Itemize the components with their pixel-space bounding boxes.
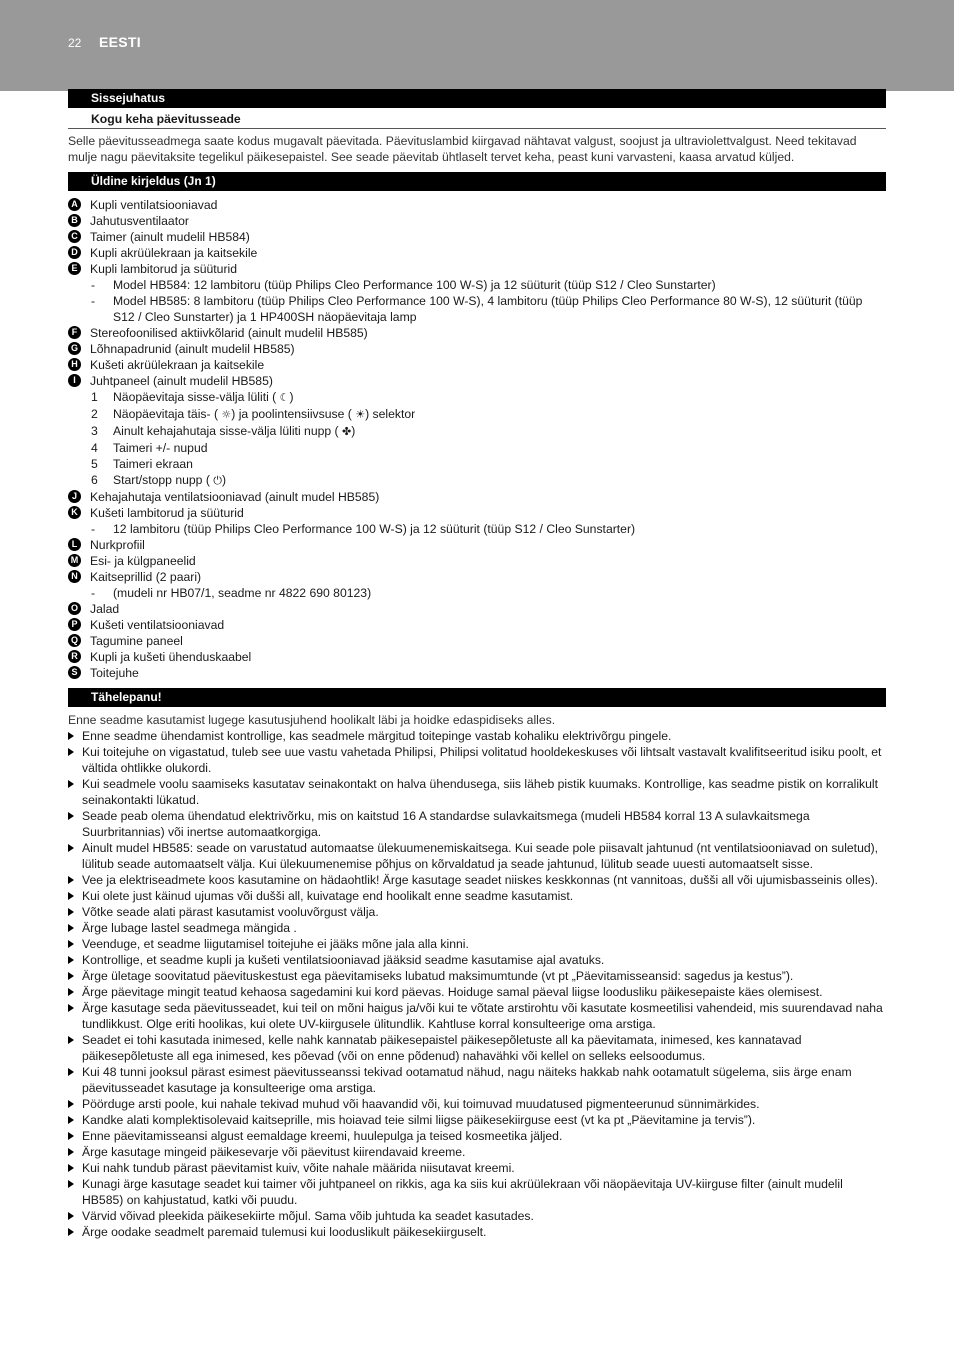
letter-badge: D [68, 246, 81, 259]
sub-list [90, 277, 886, 325]
item-text: Taimeri ekraan [113, 457, 193, 471]
control-panel-list [90, 389, 886, 489]
sub-item: - (mudeli nr HB07/1, seadme nr 4822 690 80123) [90, 585, 886, 601]
section-bar-introduction: Sissejuhatus [68, 89, 886, 108]
warning-item [68, 904, 886, 920]
sub-item: - Model HB585: 8 lambitoru (tüüp Philips Cleo Performance 100 W-S), 4 lambitoru (tüüp Philips Cleo Performance 80 W-S), 12 süüturit (tüüp S12 / Cleo Sunstarter) ja 1 HP400SH näopäevitaja lamp [90, 293, 886, 325]
control-item [90, 406, 886, 423]
letter-badge: C [68, 230, 81, 243]
warning-text: Seade peab olema ühendatud elektrivõrku, mis on kaitstud 16 A standardse sulavkaitsmega (mudeli HB584 korral 13 A sulavkaitsmega Suurbritannias) või inertse automaatkorgiga. [82, 809, 810, 839]
warning-text: Kui toitejuhe on vigastatud, tuleb see uue vastu vahetada Philipsi, Philipsi volitatud hooldekeskuses või lihtsalt vastavalt kvalifitseeritud isiku poolt, et vältida ohtlikke olukordi. [82, 745, 882, 775]
item-text-after: ) [221, 473, 227, 487]
list-item [68, 505, 886, 537]
part-label: Taimer (ainult mudelil HB584) [90, 230, 250, 244]
sub-item: - Model HB584: 12 lambitoru (tüüp Philips Cleo Performance 100 W-S) ja 12 süüturit (tüüp S12 / Cleo Sunstarter) [90, 277, 886, 293]
part-label: Jahutusventilaator [90, 214, 189, 228]
warnings-list [68, 728, 886, 1240]
warning-item [68, 1128, 886, 1144]
warning-text: Värvid võivad pleekida päikesekiirte mõjul. Sama võib juhtuda ka seadet kasutades. [82, 1209, 534, 1223]
item-text-after: ) [289, 390, 294, 404]
control-symbol-icon: ☼ [221, 408, 232, 421]
letter-badge: Q [68, 634, 81, 647]
list-item [68, 489, 886, 505]
list-item [68, 357, 886, 373]
warning-item [68, 840, 886, 872]
item-number: 3 [91, 424, 98, 438]
control-symbol-icon: ☀ [355, 408, 366, 421]
warning-item [68, 936, 886, 952]
item-text: Näopäevitaja täis- ( [113, 407, 218, 421]
bullet-arrow-icon [68, 924, 74, 932]
warning-item [68, 1208, 886, 1224]
warning-item [68, 808, 886, 840]
part-label: Lõhnapadrunid (ainult mudelil HB585) [90, 342, 295, 356]
bullet-arrow-icon [68, 1068, 74, 1076]
part-label: Kupli ja kušeti ühenduskaabel [90, 650, 252, 664]
bullet-arrow-icon [68, 732, 74, 740]
letter-badge: I [68, 374, 81, 387]
list-item [68, 261, 886, 325]
letter-badge: J [68, 490, 81, 503]
letter-badge: N [68, 570, 81, 583]
warning-text: Ärge päevitage mingit teatud kehaosa sagedamini kui kord päevas. Hoiduge samal päeval liigse loodusliku päikesepaiste käes olemisest. [82, 985, 823, 999]
warning-text: Ärge kasutage mingeid päikesevarje või päevitust kiirendavaid kreeme. [82, 1145, 466, 1159]
part-label: Kušeti ventilatsiooniavad [90, 618, 225, 632]
bullet-arrow-icon [68, 780, 74, 788]
item-number: 4 [91, 441, 98, 455]
letter-badge: P [68, 618, 81, 631]
list-item [68, 229, 886, 245]
item-number: 2 [91, 407, 98, 421]
item-number: 1 [91, 390, 98, 404]
letter-badge: F [68, 326, 81, 339]
sub-list [90, 585, 886, 601]
list-item [68, 665, 886, 681]
warning-text: Vee ja elektriseadmete koos kasutamine on hädaohtlik! Ärge kasutage seadet niiskes keskkonnas (nt vannitoas, dušši all või ujumisbasseinis olles). [82, 873, 879, 887]
warning-item [68, 1064, 886, 1096]
warning-text: Kontrollige, et seadme kupli ja kušeti ventilatsiooniavad jääksid seadme kasutamise ajal avatuks. [82, 953, 605, 967]
control-symbol-icon: ☾ [279, 391, 290, 404]
warning-text: Veenduge, et seadme liigutamisel toitejuhe ei jääks mõne jala alla kinni. [82, 937, 469, 951]
list-item [68, 213, 886, 229]
letter-badge: R [68, 650, 81, 663]
list-item [68, 373, 886, 489]
bullet-arrow-icon [68, 1004, 74, 1012]
bullet-arrow-icon [68, 908, 74, 916]
warning-text: Ärge ületage soovitatud päevituskestust ega päevitamiseks lubatud maksimumtunde (vt pt „Päevitamisseansid: sagedus ja kestus”). [82, 969, 794, 983]
warning-text: Võtke seade alati pärast kasutamist vooluvõrgust välja. [82, 905, 379, 919]
warning-item [68, 968, 886, 984]
list-item [68, 569, 886, 601]
warning-item [68, 1032, 886, 1064]
bullet-arrow-icon [68, 1212, 74, 1220]
letter-badge: S [68, 666, 81, 679]
part-label: Kupli akrüülekraan ja kaitsekile [90, 246, 258, 260]
part-label: Esi- ja külgpaneelid [90, 554, 196, 568]
warning-text: Enne seadme ühendamist kontrollige, kas seadmele märgitud toitepinge vastab kohaliku elektrivõrgu pingele. [82, 729, 672, 743]
bullet-arrow-icon [68, 1164, 74, 1172]
warning-item [68, 1112, 886, 1128]
warning-item [68, 776, 886, 808]
bullet-arrow-icon [68, 972, 74, 980]
warning-text: Enne päevitamisseansi algust eemaldage kreemi, huulepulga ja teised kosmeetika jäljed. [82, 1129, 563, 1143]
warning-item [68, 920, 886, 936]
warning-text: Kui olete just käinud ujumas või dušši all, kuivatage end hoolikalt enne seadme kasutamist. [82, 889, 574, 903]
letter-badge: B [68, 214, 81, 227]
letter-badge: L [68, 538, 81, 551]
bullet-arrow-icon [68, 1100, 74, 1108]
warning-text: Ainult mudel HB585: seade on varustatud automaatse ülekuumenemiskaitsega. Kui seade pole piisavalt jahtunud (nt ventilatsiooniavad on suletud), lülitub seade automaatselt välja. Kui ülekuumenemise põhjus on kõrvaldatud ja seade jahtunud, lülitub seade uuesti automaatselt sisse. [82, 841, 879, 871]
list-item [68, 245, 886, 261]
bullet-arrow-icon [68, 876, 74, 884]
bullet-arrow-icon [68, 1228, 74, 1236]
parts-list [68, 197, 886, 681]
item-number: 6 [91, 473, 98, 487]
bullet-arrow-icon [68, 844, 74, 852]
bullet-arrow-icon [68, 748, 74, 756]
list-item [68, 341, 886, 357]
warning-text: Kui 48 tunni jooksul pärast esimest päevitusseanssi tekivad ootamatud nähud, nagu näiteks hakkab nahk ootamatult sügelema, siis ärge enam päevitusseadet kasutage ja konsulteerige oma arstiga. [82, 1065, 852, 1095]
bullet-arrow-icon [68, 812, 74, 820]
list-item [68, 553, 886, 569]
warnings-intro: Enne seadme kasutamist lugege kasutusjuhend hoolikalt läbi ja hoidke edaspidiseks alles. [68, 713, 556, 727]
bullet-arrow-icon [68, 1180, 74, 1188]
control-item [90, 472, 886, 489]
bullet-arrow-icon [68, 956, 74, 964]
bullet-arrow-icon [68, 988, 74, 996]
warning-text: Kui nahk tundub pärast päevitamist kuiv, võite nahale määrida niisutavat kreemi. [82, 1161, 515, 1175]
item-text-after: ) ja poolintensiivsuse ( [231, 407, 352, 421]
letter-badge: H [68, 358, 81, 371]
part-label: Stereofoonilised aktiivkõlarid (ainult mudelil HB585) [90, 326, 368, 340]
warning-text: Kunagi ärge kasutage seadet kui taimer või juhtpaneel on rikkis, aga ka siis kui akrüülekraan või näopäevitaja UV-kiirguse filter (ainult mudelil HB585) on kahjustatud, katki või puudu. [82, 1177, 843, 1207]
warning-text: Ärge lubage lastel seadmega mängida . [82, 921, 297, 935]
warning-item [68, 872, 886, 888]
item-text: Taimeri +/- nupud [113, 441, 208, 455]
control-item [90, 389, 886, 406]
header-bar [0, 0, 954, 91]
part-label: Tagumine paneel [90, 634, 183, 648]
item-number: 5 [91, 457, 98, 471]
warning-item [68, 1176, 886, 1208]
warning-item [68, 728, 886, 744]
warning-text: Kui seadmele voolu saamiseks kasutatav seinakontakt on halva ühendusega, siis läheb pistik kuumaks. Kontrollige, kas seadme pistik on korralikult seinakontakti lükatud. [82, 777, 878, 807]
warning-item [68, 984, 886, 1000]
list-item [68, 601, 886, 617]
item-text-after: ) selektor [365, 407, 416, 421]
control-symbol-icon: ✤ [341, 425, 352, 438]
item-text: Start/stopp nupp ( [113, 473, 210, 487]
warning-text: Ärge oodake seadmelt paremaid tulemusi kui looduslikult päikesekiirguselt. [82, 1225, 487, 1239]
item-text: Näopäevitaja sisse-välja lüliti ( [113, 390, 277, 404]
warning-item [68, 888, 886, 904]
warning-item [68, 1144, 886, 1160]
intro-paragraph: Selle päevitusseadmega saate kodus mugavalt päevitada. Päevituslambid kiirgavad nähtavat valgust, soojust ja ultraviolettvalgust. Need tekitavad mulje nagu päevitaksite tegelikul päikesepaistel. See seade päevitab ühtlaselt tervet keha, peast kuni varvasteni, kaasa arvatud küljed. [68, 134, 857, 164]
letter-badge: O [68, 602, 81, 615]
warning-item [68, 744, 886, 776]
subsection-title: Kogu keha päevitusseade [68, 108, 886, 129]
warning-item [68, 1224, 886, 1240]
warning-text: Ärge kasutage seda päevitusseadet, kui teil on mõni haigus ja/või kui te võtate arstirohtu või kasutate kosmeetilisi vahendeid, mis suurendavad naha tundlikkust. Olge eriti hoolikas, kui olete UV-kiirgusele ülitundlik. Kahtluse korral konsulteerige oma arstiga. [82, 1001, 883, 1031]
warning-item [68, 952, 886, 968]
letter-badge: K [68, 506, 81, 519]
part-label: Kušeti lambitorud ja süüturid [90, 506, 244, 520]
control-item [90, 456, 886, 472]
bullet-arrow-icon [68, 1116, 74, 1124]
page-content [68, 89, 886, 1240]
sub-item: - 12 lambitoru (tüüp Philips Cleo Performance 100 W-S) ja 12 süüturit (tüüp S12 / Cleo Sunstarter) [90, 521, 886, 537]
warning-text: Kandke alati komplektisolevaid kaitseprille, mis hoiavad teie silmi liigse päikesekiirguse eest (vt ka pt „Päevitamine ja tervis”). [82, 1113, 756, 1127]
list-item [68, 537, 886, 553]
part-label: Juhtpaneel (ainult mudelil HB585) [90, 374, 273, 388]
page-number: 22 [68, 36, 82, 50]
bullet-arrow-icon [68, 892, 74, 900]
list-item [68, 649, 886, 665]
warning-item [68, 1160, 886, 1176]
language-title: EESTI [99, 34, 141, 50]
part-label: Toitejuhe [90, 666, 139, 680]
part-label: Jalad [90, 602, 120, 616]
sub-list [90, 521, 886, 537]
list-item [68, 633, 886, 649]
bullet-arrow-icon [68, 1132, 74, 1140]
bullet-arrow-icon [68, 1148, 74, 1156]
letter-badge: G [68, 342, 81, 355]
list-item [68, 617, 886, 633]
part-label: Kušeti akrüülekraan ja kaitsekile [90, 358, 265, 372]
control-item [90, 423, 886, 440]
warning-text: Pöörduge arsti poole, kui nahale tekivad muhud või haavandid või, kui toimuvad muudatused pigmenteerunud sünnimärkides. [82, 1097, 760, 1111]
bullet-arrow-icon [68, 1036, 74, 1044]
warning-text: Seadet ei tohi kasutada inimesed, kelle nahk kannatab päikesepaistel päikesepõletuste all ka päevitamata, inimesed, kes kannatavad päikesepõletuste all ega inimesed, kes põevad (või on enne põdenud) nahavähki või kellel on selleks eelsoodumus. [82, 1033, 802, 1063]
list-item [68, 325, 886, 341]
control-symbol-icon: ⏻ [213, 474, 222, 487]
warning-item [68, 1000, 886, 1032]
warning-item [68, 1096, 886, 1112]
section-bar-warnings: Tähelepanu! [68, 688, 886, 707]
section-bar-general-description: Üldine kirjeldus (Jn 1) [68, 172, 886, 191]
list-item [68, 197, 886, 213]
part-label: Kehajahutaja ventilatsiooniavad (ainult mudel HB585) [90, 490, 380, 504]
letter-badge: A [68, 198, 81, 211]
item-text: Ainult kehajahutaja sisse-välja lüliti nupp ( [113, 424, 339, 438]
part-label: Nurkprofiil [90, 538, 145, 552]
letter-badge: E [68, 262, 81, 275]
control-item [90, 440, 886, 456]
item-text-after: ) [351, 424, 356, 438]
bullet-arrow-icon [68, 940, 74, 948]
letter-badge: M [68, 554, 81, 567]
part-label: Kupli lambitorud ja süüturid [90, 262, 238, 276]
part-label: Kaitseprillid (2 paari) [90, 570, 202, 584]
part-label: Kupli ventilatsiooniavad [90, 198, 218, 212]
